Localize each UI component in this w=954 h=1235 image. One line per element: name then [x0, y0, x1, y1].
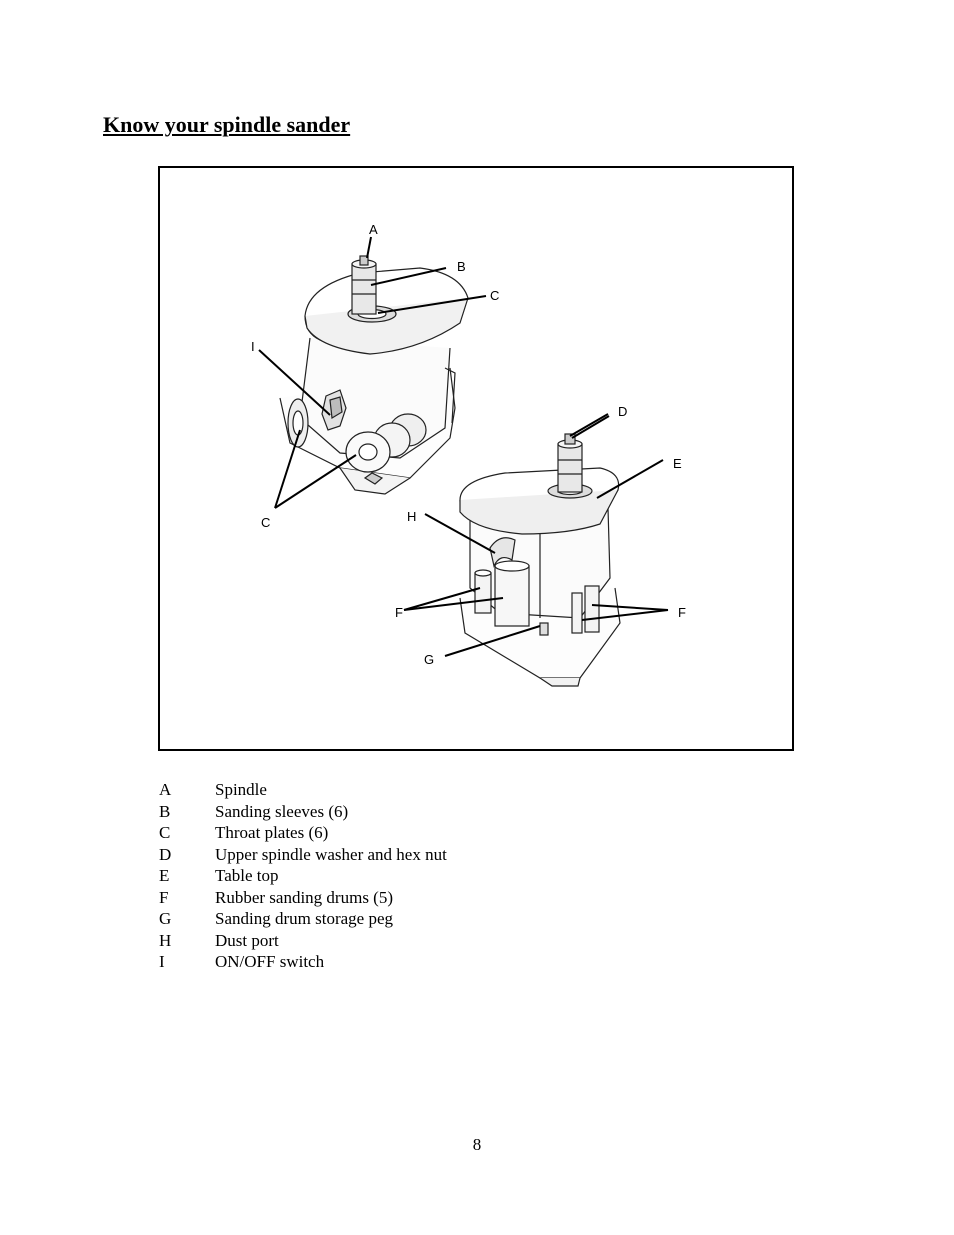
legend-item [159, 951, 447, 973]
page-title: Know your spindle sander [103, 112, 351, 137]
label-a: A [369, 222, 378, 237]
legend-text: ON/OFF switch [215, 952, 325, 971]
legend-item [159, 865, 447, 887]
label-c-2: C [261, 515, 271, 530]
legend-key: A [159, 780, 172, 799]
label-b: B [457, 259, 466, 274]
label-f-2: F [678, 605, 686, 620]
spindle-sander-diagram [158, 166, 794, 751]
legend-text: Upper spindle washer and hex nut [215, 844, 447, 864]
sander-illustration [160, 168, 792, 749]
label-c: C [490, 288, 500, 303]
legend-text: Table top [215, 866, 279, 885]
legend-key: I [159, 952, 165, 971]
label-d: D [618, 404, 628, 419]
legend-text: Spindle [215, 780, 267, 799]
legend-key: F [159, 887, 169, 907]
parts-legend [159, 779, 447, 973]
legend-text: Sanding sleeves (6) [215, 801, 349, 821]
legend-item [159, 930, 447, 952]
right-sander [460, 434, 620, 686]
legend-text: Sanding drum storage peg [215, 909, 393, 928]
legend-key: D [159, 844, 172, 864]
legend-key: E [159, 866, 170, 885]
legend-item [159, 844, 447, 866]
label-f: F [395, 605, 403, 620]
legend-key: H [159, 930, 172, 950]
legend-item [159, 908, 447, 930]
legend-item [159, 822, 447, 844]
legend-item [159, 801, 447, 823]
legend-item [159, 887, 447, 909]
page-number: 8 [472, 1135, 482, 1154]
label-h: H [407, 509, 417, 524]
label-e: E [673, 456, 682, 471]
legend-key: G [159, 909, 172, 928]
label-g: G [424, 652, 435, 667]
legend-item [159, 779, 447, 801]
label-i: I [251, 339, 255, 354]
left-sander [280, 256, 468, 494]
legend-text: Rubber sanding drums (5) [215, 887, 394, 907]
legend-key: C [159, 823, 171, 842]
legend-key: B [159, 801, 171, 821]
legend-text: Dust port [215, 930, 279, 950]
legend-text: Throat plates (6) [215, 823, 329, 842]
